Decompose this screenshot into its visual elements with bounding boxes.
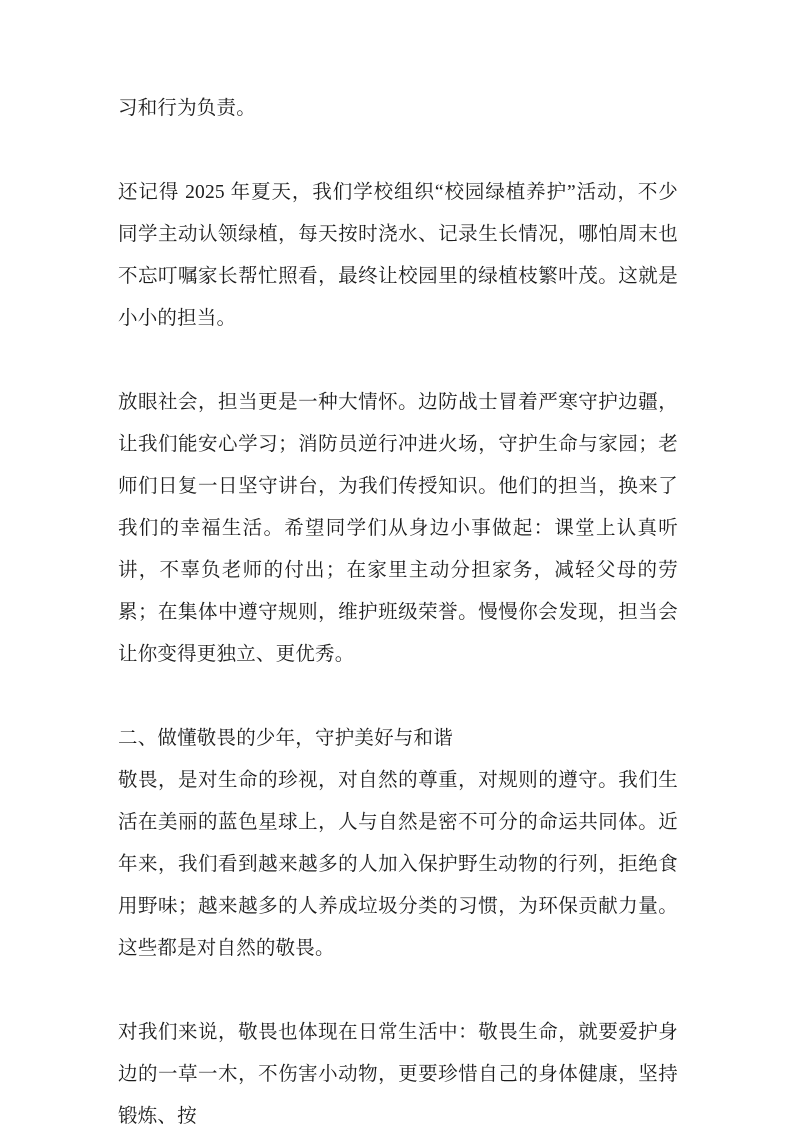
paragraph-campus-greenery: 还记得 2025 年夏天，我们学校组织“校园绿植养护”活动，不少同学主动认领绿植，每天按时浇水、记录生长情况，哪怕周末也不忘叮嘱家长帮忙照看，最终让校园里的绿植枝繁叶茂。这就是小小的担当。 <box>118 182 678 329</box>
paragraph-spacer <box>118 970 678 1012</box>
paragraph-awe-definition: 敬畏，是对生命的珍视，对自然的尊重，对规则的遵守。我们生活在美丽的蓝色星球上，人与自然是密不可分的命运共同体。近年来，我们看到越来越多的人加入保护野生动物的行列，拒绝食用野味；越来越多的人养成垃圾分类的习惯，为环保贡献力量。这些都是对自然的敬畏。 <box>118 770 678 959</box>
paragraph-society-responsibility: 放眼社会，担当更是一种大情怀。边防战士冒着严寒守护边疆，让我们能安心学习；消防员逆行冲进火场，守护生命与家园；老师们日复一日坚守讲台，为我们传授知识。他们的担当，换来了我们的幸福生活。希望同学们从身边小事做起：课堂上认真听讲，不辜负老师的付出；在家里主动分担家务，减轻父母的劳累；在集体中遵守规则，维护班级荣誉。慢慢你会发现，担当会让你变得更独立、更优秀。 <box>118 392 678 665</box>
paragraph-spacer <box>118 130 678 172</box>
section-heading-two: 二、做懂敬畏的少年，守护美好与和谐 <box>118 728 453 749</box>
paragraph-continuation: 习和行为负责。 <box>118 98 256 119</box>
paragraph-awe-daily-life: 对我们来说，敬畏也体现在日常生活中：敬畏生命，就要爱护身边的一草一木，不伤害小动物，更要珍惜自己的身体健康，坚持锻炼、按 <box>118 1022 678 1127</box>
paragraph-spacer <box>118 676 678 718</box>
paragraph-spacer <box>118 340 678 382</box>
document-body <box>118 88 678 1138</box>
